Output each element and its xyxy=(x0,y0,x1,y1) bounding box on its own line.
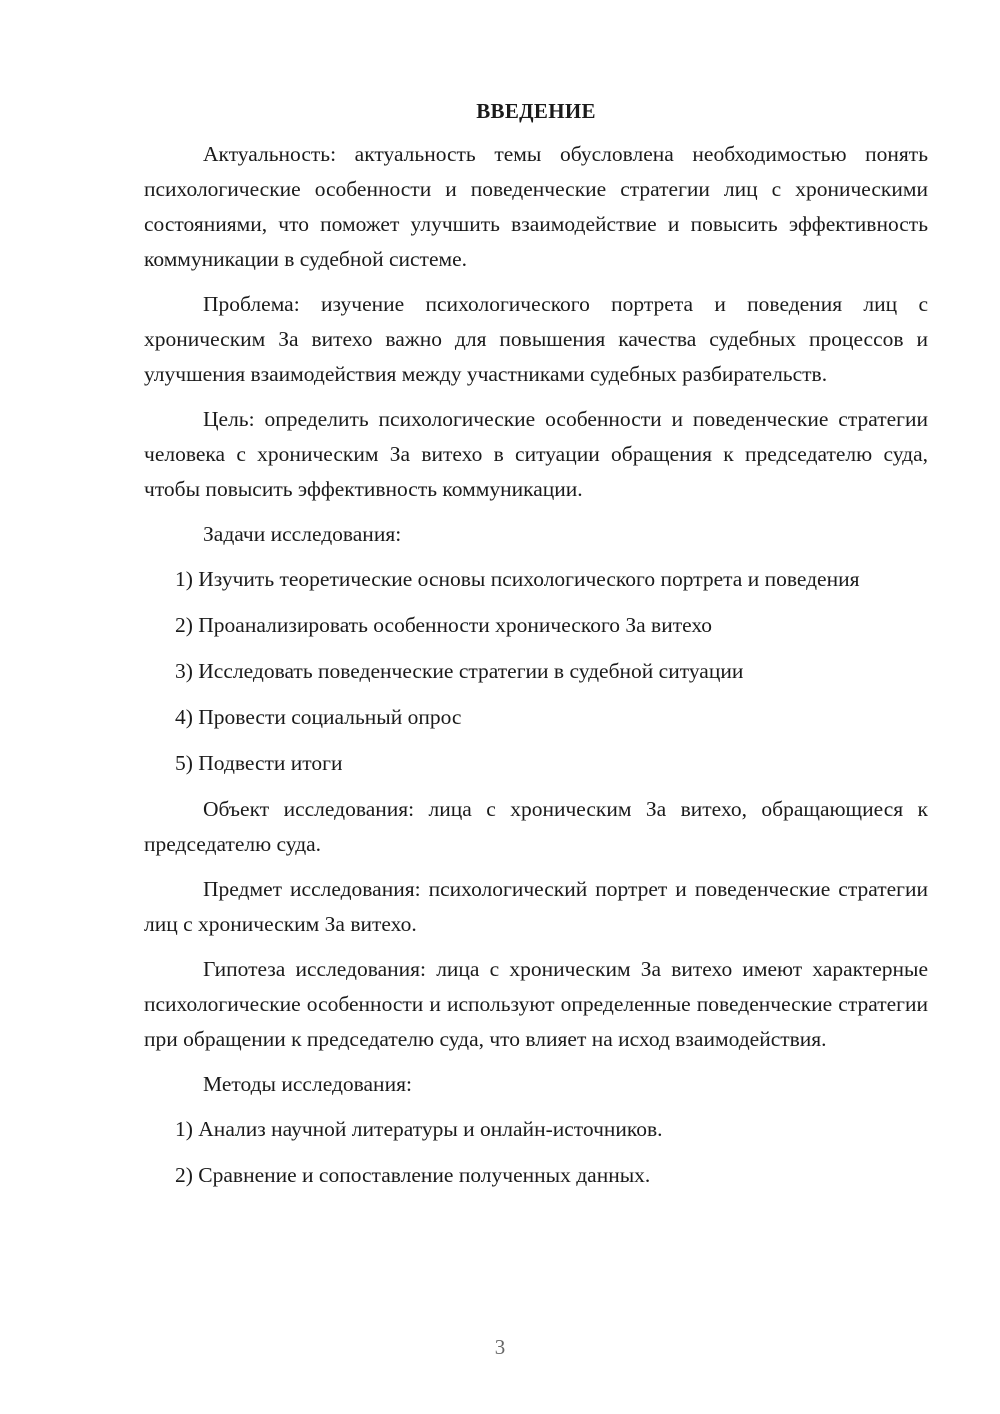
paragraph-object: Объект исследования: лица с хроническим За витехо, обращающиеся к председателю суда. xyxy=(144,797,928,856)
task-item-5: 5) Подвести итоги xyxy=(175,751,343,775)
paragraph-relevance: Актуальность: актуальность темы обусловлена необходимостью понять психологические особенности и поведенческие стратегии лиц с хроническими состояниями, что поможет улучшить взаимодействие и повысить эффективность коммуникации в судебной системе. xyxy=(144,142,928,271)
paragraph-problem: Проблема: изучение психологического портрета и поведения лиц с хроническим За витехо важно для повышения качества судебных процессов и улучшения взаимодействия между участниками судебных разбирательств. xyxy=(144,292,928,386)
method-item-2: 2) Сравнение и сопоставление полученных данных. xyxy=(175,1163,651,1187)
paragraph-subject: Предмет исследования: психологический портрет и поведенческие стратегии лиц с хроническим За витехо. xyxy=(144,877,928,936)
methods-heading: Методы исследования: xyxy=(203,1072,412,1096)
task-item-2: 2) Проанализировать особенности хронического За витехо xyxy=(175,613,713,637)
task-item-4: 4) Провести социальный опрос xyxy=(175,705,462,729)
page-number: 3 xyxy=(494,1335,506,1359)
task-item-1: 1) Изучить теоретические основы психологического портрета и поведения xyxy=(175,567,860,591)
task-item-3: 3) Исследовать поведенческие стратегии в судебной ситуации xyxy=(175,659,744,683)
document-body xyxy=(144,94,928,1204)
method-item-1: 1) Анализ научной литературы и онлайн-источников. xyxy=(175,1117,663,1141)
tasks-heading: Задачи исследования: xyxy=(203,522,402,546)
paragraph-goal: Цель: определить психологические особенности и поведенческие стратегии человека с хроническим За витехо в ситуации обращения к председателю суда, чтобы повысить эффективность коммуникации. xyxy=(144,407,928,501)
paragraph-hypothesis: Гипотеза исследования: лица с хроническим За витехо имеют характерные психологические особенности и используют определенные поведенческие стратегии при обращении к председателю суда, что влияет на исход взаимодействия. xyxy=(144,957,928,1051)
section-title: ВВЕДЕНИЕ xyxy=(476,99,596,123)
